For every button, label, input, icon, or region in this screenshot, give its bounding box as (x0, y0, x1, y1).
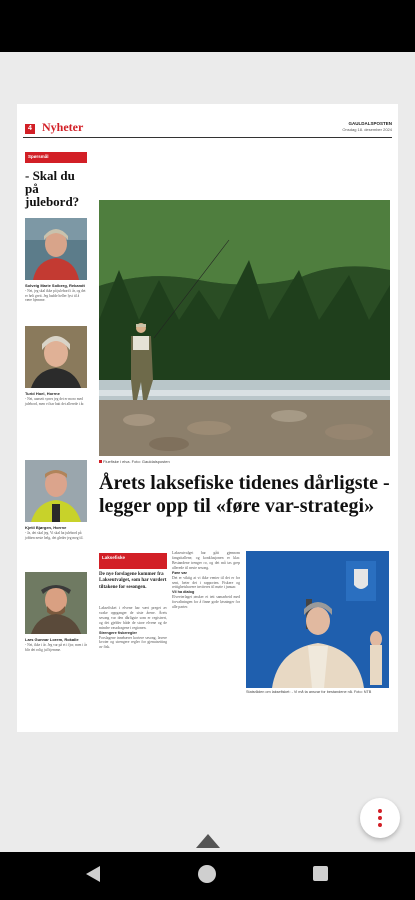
body-text: Elveeierlaget ønsker et tett samarbeid med forvaltningen for å finne gode løsninger for alle parter. (172, 595, 240, 610)
respondent-1 (25, 218, 87, 303)
respondent-photo (25, 218, 87, 280)
respondent-answer: - Nei, ikke i år. Jeg var på et i fjor, men i år blir det rolig jul hjemme. (25, 643, 87, 652)
article-column-1 (99, 606, 167, 650)
respondent-3 (25, 460, 87, 540)
respondent-4 (25, 572, 87, 652)
navigation-bar (0, 852, 415, 900)
paper-name: GAULDALSPOSTEN (348, 121, 392, 126)
body-text: Det er viktig at vi ikke venter til det er for sent, heter det i rapporten. Fiskere og rettighetshavere inviteres til møte i januar. (172, 575, 240, 590)
respondent-answer: - Nei, uansett synes jeg det er moro med julebord, men vi har hatt det allerede i år. (25, 397, 85, 406)
photo-caption (99, 459, 390, 464)
respondent-answer: - Nei, jeg skal ikke på julebord i år, og det er helt greit. Jeg hadde heller lyst til å være hjemme. (25, 289, 86, 303)
subhead: Strengere fiskeregler (99, 630, 137, 635)
more-vert-icon-dot (378, 816, 382, 820)
body-text: Laksefisket i elvene har vært preget av svake oppganger de siste årene. Årets sesong var den dårligste som er registrert, og det gjelder både de store elvene og de mindre vassdragene i regionen. (99, 606, 167, 630)
recents-icon[interactable] (313, 866, 328, 881)
paper-date: Onsdag 18. desember 2024 (342, 127, 392, 132)
more-vert-icon (378, 809, 382, 813)
back-icon[interactable] (86, 866, 100, 882)
subhead: Føre var (172, 570, 187, 575)
respondent-photo (25, 326, 87, 388)
body-text: Lakseutvalget har gått gjennom fangsttallene, og konklusjonen er klar. Bestandene trenger ro, og det må tas grep allerede til neste sesong. (172, 551, 240, 570)
section-number: 4 (25, 124, 35, 134)
minister-photo-caption: Statsråden om laksefisket: - Vi må ta ansvar for bestandene nå. Foto: NTB (246, 690, 372, 694)
article-ingress: De nye forslagene kommer fra Lakseutvalget, som har vurdert tiltakene for sesongen. (99, 572, 167, 590)
article-column-2 (172, 551, 240, 610)
survey-question: - Skal du på julebord? (25, 168, 80, 209)
minister-photo[interactable] (246, 551, 389, 688)
bottom-sheet-handle[interactable] (196, 834, 220, 848)
subhead: Vil ha dialog (172, 590, 195, 595)
body-text: Forslagene innebærer kortere sesong, lavere kvoter og strengere regler for gjenutsetting av fisk. (99, 635, 167, 650)
survey-kicker: Spørsmål (25, 152, 87, 163)
respondent-photo (25, 572, 87, 634)
respondent-answer: - Ja, det skal jeg. Vi skal ha julebord på jobben neste helg, det gleder jeg meg til. (25, 531, 84, 540)
article-headline[interactable]: Årets laksefiske tidenes dårligste - legger opp til «føre var-strategi» (99, 472, 390, 517)
article-tag: Laksefiske (99, 553, 167, 569)
status-bar (0, 0, 415, 52)
respondent-name: Lars Gunnar Lorem, Rokalle (25, 637, 79, 642)
survey-column (25, 152, 87, 208)
respondent-name: Kjetil Bjørgen, Horrne (25, 525, 67, 530)
header-rule (23, 137, 392, 138)
section-title: Nyheter (42, 120, 84, 134)
respondent-2 (25, 326, 87, 406)
newspaper-page[interactable] (17, 104, 398, 732)
more-vert-icon-dot (378, 823, 382, 827)
photo-caption-text: Fluefiske i elva. Foto: Gauldalsposten (103, 459, 170, 464)
respondent-name: Solveig Marie Solberg, Rekandt (25, 283, 85, 288)
main-photo[interactable] (99, 200, 390, 456)
respondent-photo (25, 460, 87, 522)
respondent-name: Turid Hoel, Horrne (25, 391, 60, 396)
home-icon[interactable] (198, 865, 216, 883)
caption-marker (99, 460, 102, 463)
more-options-button[interactable] (360, 798, 400, 838)
